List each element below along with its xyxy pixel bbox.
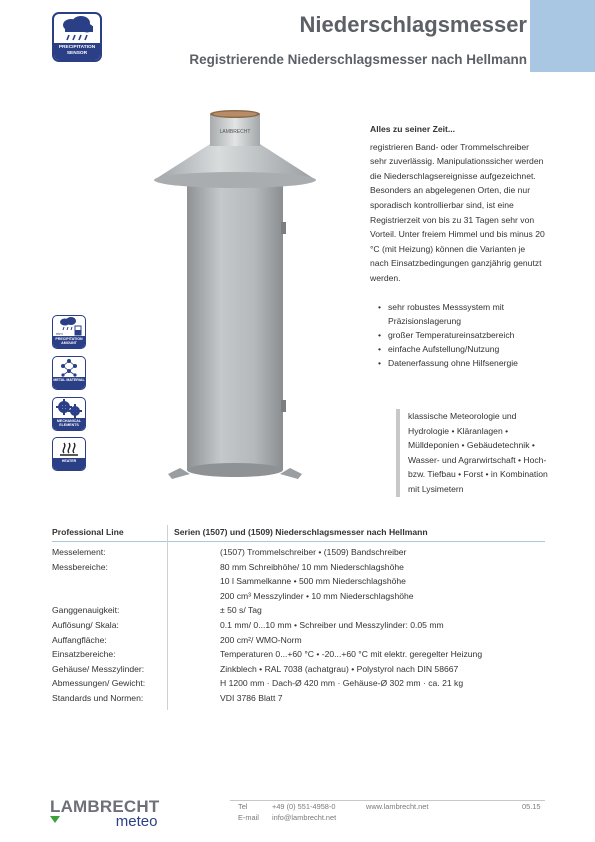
table-row — [52, 676, 545, 691]
spec-value: (1507) Trommelschreiber • (1509) Bandschreiber — [220, 547, 407, 557]
intro-body: registrieren Band- oder Trommelschreiber sehr zuverlässig. Manipulationssicher werden die Niederschlagsereignisse aufgezeichnet. Besonders an abgelegenen Orten, die nur sporadisch kontrollierbar sind, ist eine Registrierzeit von bis zu 31 Tagen sehr von Vorteil. Unter freiem Himmel und bis minus 20 °C (mit Heizung) können die Varianten je nach Einsatzbedingungen ganzjährig genutzt werden. — [370, 141, 545, 283]
spec-label: Gehäuse/ Messzylinder: — [52, 663, 145, 674]
table-row — [52, 560, 545, 604]
spec-value: 200 cm²/ WMO-Norm — [220, 634, 302, 645]
list-item: • sehr robustes Messsystem mit Präzisionslagerung — [380, 300, 545, 328]
page-subtitle: Registrierende Niederschlagsmesser nach Hellmann — [189, 52, 527, 67]
tel-label: Tel — [238, 802, 248, 811]
spec-table-head-left: Professional Line — [52, 527, 124, 537]
logo-subtitle: meteo — [115, 813, 158, 830]
badge-mechanical-elements — [52, 397, 86, 431]
list-item: • großer Temperatureinsatzbereich — [380, 328, 545, 342]
badge-label: METAL MATERIAL — [53, 377, 85, 389]
intro-section — [370, 122, 545, 370]
table-row — [52, 647, 545, 662]
spec-table-head-right: Serien (1507) und (1509) Niederschlagsmesser nach Hellmann — [174, 527, 428, 537]
rain-gauge-illustration — [150, 100, 320, 500]
table-row — [52, 662, 545, 677]
spec-label: Auflösung/ Skala: — [52, 619, 119, 630]
spec-label: Ganggenauigkeit: — [52, 605, 120, 616]
table-row — [52, 691, 545, 706]
table-row — [52, 633, 545, 648]
spec-value: H 1200 mm · Dach-Ø 420 mm · Gehäuse-Ø 302 mm · ca. 21 kg — [220, 678, 464, 689]
version-number: 05.15 — [522, 802, 541, 811]
product-brand-label: LAMBRECHT — [219, 129, 251, 135]
spec-label: Messelement: — [52, 547, 106, 557]
email-link[interactable]: info@lambrecht.net — [272, 812, 337, 822]
badge-label: HEATER — [53, 458, 85, 470]
feature-list — [370, 300, 545, 370]
spec-label: Messbereiche: — [52, 561, 108, 572]
precipitation-sensor-badge — [52, 12, 102, 62]
spec-label: Auffangfläche: — [52, 634, 107, 645]
rain-cloud-icon — [54, 14, 100, 44]
heater-icon — [53, 438, 85, 459]
website-link[interactable]: www.lambrecht.net — [366, 802, 429, 811]
badge-heater — [52, 437, 86, 471]
spec-value: VDI 3786 Blatt 7 — [220, 692, 283, 703]
intro-lead: Alles zu seiner Zeit... — [370, 124, 456, 134]
spec-table-header — [52, 525, 545, 542]
mechanical-elements-icon — [53, 398, 85, 419]
metal-material-icon — [53, 357, 85, 378]
badge-label: MECHANICAL ELEMENTS — [53, 418, 85, 430]
applications-text: klassische Meteorologie und Hydrologie • Kläranlagen • Mülldeponien • Gebäudetechnik • Wasser- und Agrarwirtschaft • Hoch- bzw. Tiefbau • Forst • in Kombination mit Lysimetern — [396, 409, 558, 497]
spec-value: 0.1 mm/ 0...10 mm • Schreiber und Messzylinder: 0.05 mm — [220, 619, 444, 630]
precipitation-amount-icon — [53, 316, 85, 337]
spec-value: 80 mm Schreibhöhe/ 10 mm Niederschlagshöhe — [220, 561, 404, 572]
spec-label: Standards und Normen: — [52, 692, 144, 703]
footer-contacts — [272, 802, 336, 823]
spec-value: ± 50 s/ Tag — [220, 605, 262, 616]
badge-precipitation-amount — [52, 315, 86, 349]
table-row — [52, 618, 545, 633]
spec-value: Zinkblech • RAL 7038 (achatgrau) • Polystyrol nach DIN 58667 — [220, 663, 459, 674]
email-label: E-mail — [238, 812, 259, 822]
list-item: • einfache Aufstellung/Nutzung — [380, 342, 545, 356]
footer-divider — [230, 800, 545, 801]
spec-value: 10 l Sammelkanne • 500 mm Niederschlagshöhe — [220, 576, 406, 587]
badge-metal-material — [52, 356, 86, 390]
list-item: • Datenerfassung ohne Hilfsenergie — [380, 356, 545, 370]
table-row — [52, 603, 545, 618]
badge-label: PRECIPITATION SENSOR — [54, 43, 100, 60]
spec-label: Einsatzbereiche: — [52, 649, 116, 660]
spec-value: 200 cm³ Messzylinder • 10 mm Niederschlagshöhe — [220, 590, 414, 601]
spec-value: Temperaturen 0...+60 °C • -20...+60 °C mit elektr. geregelter Heizung — [220, 649, 483, 660]
spec-table — [52, 545, 545, 706]
svg-text:mm: mm — [56, 331, 63, 336]
page-title: Niederschlagsmesser — [299, 12, 527, 37]
logo-triangle-icon — [50, 816, 60, 823]
header-accent-tab — [530, 0, 595, 72]
spec-label: Abmessungen/ Gewicht: — [52, 678, 146, 689]
footer-labels — [238, 802, 259, 823]
logo-wordmark: LAMBRECHT — [50, 797, 160, 816]
badge-label: PRECIPITATION AMOUNT — [53, 336, 85, 348]
tel-number[interactable]: +49 (0) 551-4958-0 — [272, 802, 336, 811]
table-row — [52, 545, 545, 560]
lambrecht-logo — [50, 798, 159, 828]
